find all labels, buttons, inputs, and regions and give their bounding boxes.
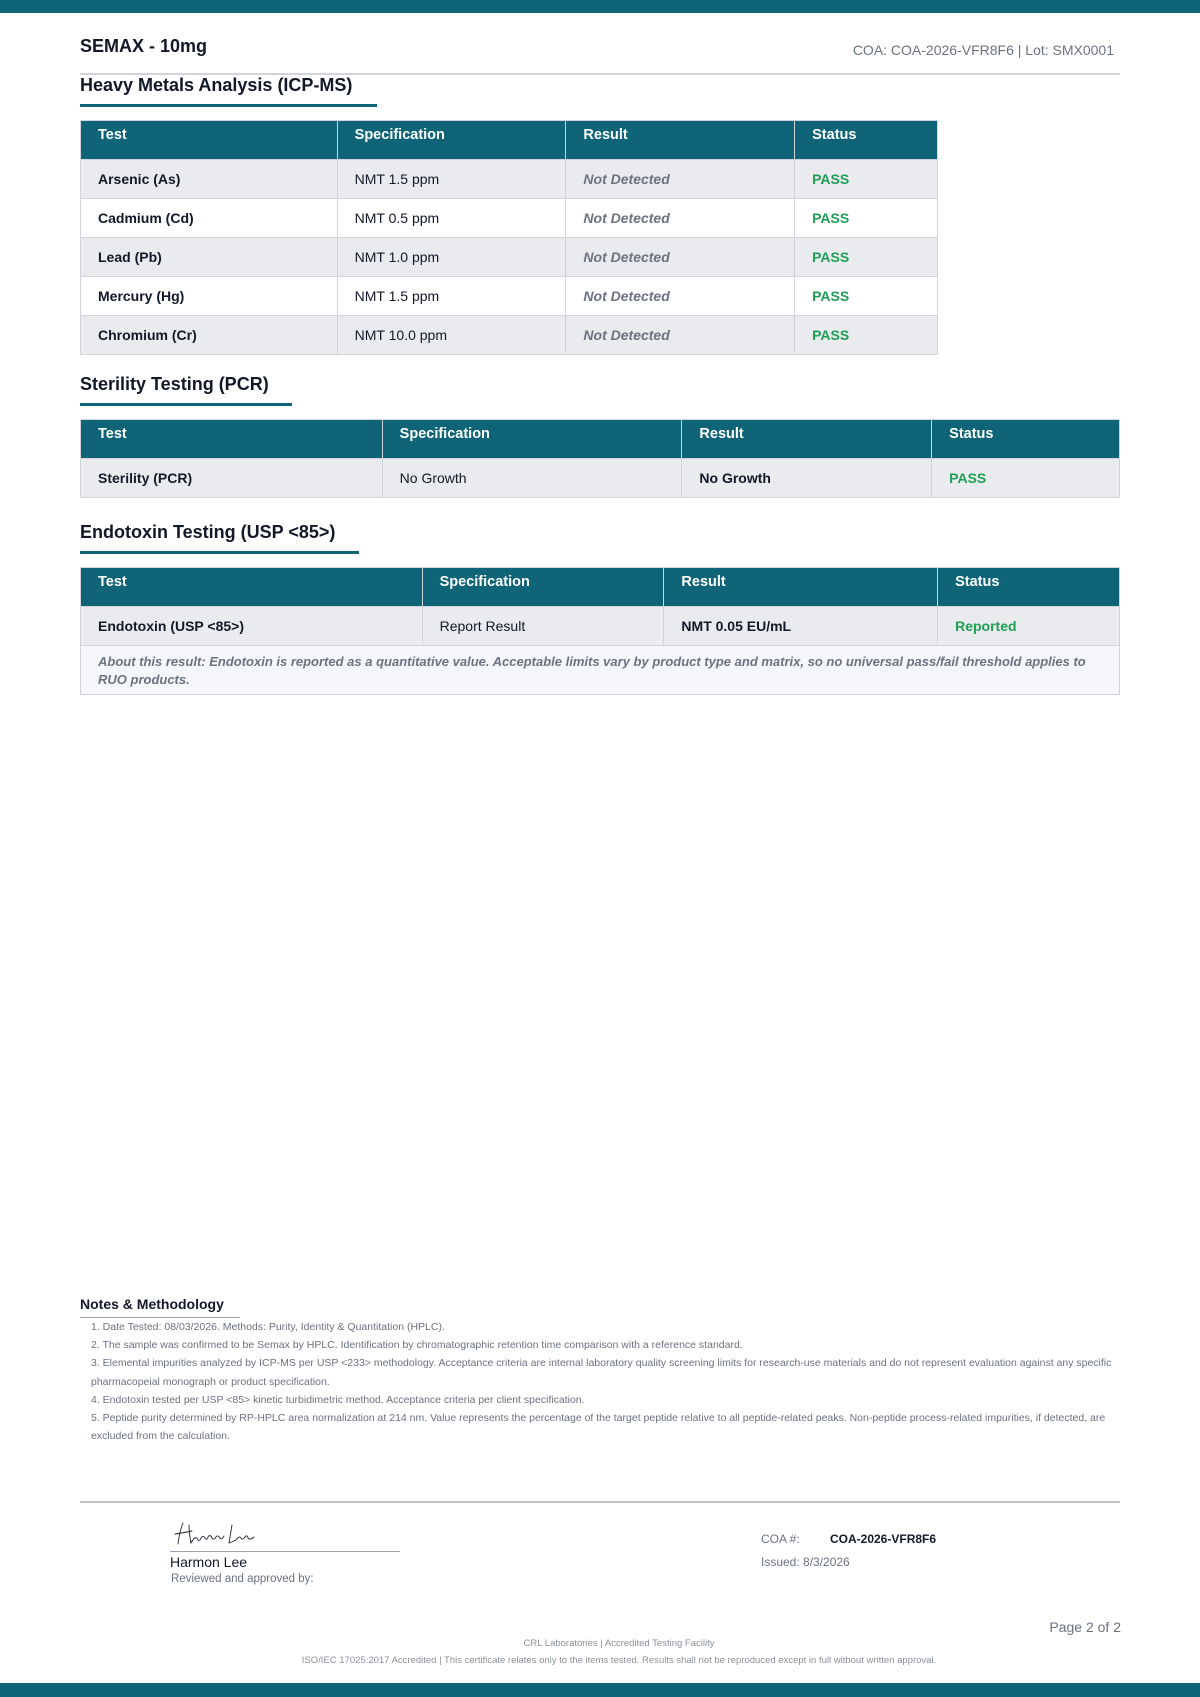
table-row bbox=[81, 277, 938, 316]
result-cell: Not Detected bbox=[566, 199, 795, 238]
coa-lot-meta: COA: COA-2026-VFR8F6 | Lot: SMX0001 bbox=[852, 42, 1114, 58]
endotoxin-underline bbox=[80, 551, 359, 554]
note-item: 4. Endotoxin tested per USP <85> kinetic turbidimetric method. Acceptance criteria per client specification. bbox=[91, 1393, 585, 1406]
column-header-result: Result bbox=[664, 568, 938, 607]
accreditation-footer: ISO/IEC 17025:2017 Accredited | This certificate relates only to the items tested. Results shall not be reproduced except in full without written approval. bbox=[301, 1655, 937, 1666]
table-row bbox=[81, 459, 1120, 498]
coa-number-label: COA #: bbox=[761, 1532, 800, 1546]
column-header-test: Test bbox=[81, 568, 423, 607]
table-header-row bbox=[81, 420, 1120, 459]
status-cell: PASS bbox=[795, 316, 938, 355]
test-cell: Chromium (Cr) bbox=[81, 316, 338, 355]
spec-cell: NMT 1.5 ppm bbox=[337, 160, 566, 199]
spec-cell: NMT 1.0 ppm bbox=[337, 238, 566, 277]
coa-number-value: COA-2026-VFR8F6 bbox=[830, 1532, 937, 1546]
issued-date: Issued: 8/3/2026 bbox=[761, 1555, 850, 1569]
result-cell: No Growth bbox=[682, 459, 932, 498]
note-item: 3. Elemental impurities analyzed by ICP-MS per USP <233> methodology. Acceptance criteria are internal laboratory quality screening limits for research-use materials and do not represent evaluation against any specific pharmacopeial monograph or product specification. bbox=[91, 1357, 1112, 1388]
table-row bbox=[81, 607, 1120, 646]
result-cell: NMT 0.05 EU/mL bbox=[664, 607, 938, 646]
sterility-underline bbox=[80, 403, 292, 406]
table-header-row bbox=[81, 121, 938, 160]
spec-cell: NMT 1.5 ppm bbox=[337, 277, 566, 316]
column-header-test: Test bbox=[81, 121, 338, 160]
lab-footer: CRL Laboratories | Accredited Testing Facility bbox=[523, 1638, 715, 1649]
endotoxin-table bbox=[80, 567, 1120, 695]
result-cell: Not Detected bbox=[566, 277, 795, 316]
test-cell: Lead (Pb) bbox=[81, 238, 338, 277]
notes-title: Notes & Methodology bbox=[80, 1296, 224, 1312]
status-cell: PASS bbox=[795, 199, 938, 238]
column-header-status: Status bbox=[932, 420, 1120, 459]
result-cell: Not Detected bbox=[566, 316, 795, 355]
status-cell: PASS bbox=[795, 277, 938, 316]
table-row bbox=[81, 238, 938, 277]
column-header-specification: Specification bbox=[382, 420, 682, 459]
note-item: 5. Peptide purity determined by RP-HPLC area normalization at 214 nm. Value represents the percentage of the target peptide relative to all peptide-related peaks. Non-peptide process-related impurities, if detected, are excluded from the calculation. bbox=[91, 1412, 1106, 1443]
signature-line bbox=[170, 1551, 400, 1552]
status-cell: PASS bbox=[932, 459, 1120, 498]
note-item: 1. Date Tested: 08/03/2026. Methods: Purity, Identity & Quantitation (HPLC). bbox=[91, 1321, 445, 1333]
signer-role: Reviewed and approved by: bbox=[171, 1573, 314, 1585]
signoff-divider bbox=[80, 1501, 1120, 1503]
note-item: 2. The sample was confirmed to be Semax by HPLC. Identification by chromatographic retention time comparison with a reference standard. bbox=[91, 1339, 743, 1352]
handwritten-signature bbox=[170, 1519, 260, 1549]
column-header-result: Result bbox=[682, 420, 932, 459]
endotoxin-title: Endotoxin Testing (USP <85>) bbox=[80, 522, 336, 542]
test-cell: Mercury (Hg) bbox=[81, 277, 338, 316]
spec-cell: NMT 0.5 ppm bbox=[337, 199, 566, 238]
status-cell: Reported bbox=[938, 607, 1120, 646]
column-header-status: Status bbox=[938, 568, 1120, 607]
result-cell: Not Detected bbox=[566, 238, 795, 277]
heavy-metals-underline bbox=[80, 104, 377, 107]
column-header-status: Status bbox=[795, 121, 938, 160]
product-title: SEMAX - 10mg bbox=[80, 36, 208, 56]
test-cell: Cadmium (Cd) bbox=[81, 199, 338, 238]
heavy-metals-title: Heavy Metals Analysis (ICP-MS) bbox=[80, 75, 353, 95]
table-row bbox=[81, 199, 938, 238]
endotoxin-note: About this result: Endotoxin is reported as a quantitative value. Acceptable limits vary by product type and matrix, so no universal pass/fail threshold applies to RUO products. bbox=[81, 646, 1120, 695]
test-cell: Arsenic (As) bbox=[81, 160, 338, 199]
bottom-accent-bar bbox=[0, 1683, 1200, 1697]
spec-cell: NMT 10.0 ppm bbox=[337, 316, 566, 355]
table-row bbox=[81, 316, 938, 355]
column-header-specification: Specification bbox=[422, 568, 664, 607]
test-cell: Endotoxin (USP <85>) bbox=[81, 607, 423, 646]
signer-name: Harmon Lee bbox=[170, 1554, 248, 1570]
table-header-row bbox=[81, 568, 1120, 607]
heavy-metals-table bbox=[80, 120, 938, 355]
spec-cell: No Growth bbox=[382, 459, 682, 498]
sterility-table bbox=[80, 419, 1120, 498]
column-header-specification: Specification bbox=[337, 121, 566, 160]
status-cell: PASS bbox=[795, 160, 938, 199]
sterility-title: Sterility Testing (PCR) bbox=[80, 374, 269, 394]
spec-cell: Report Result bbox=[422, 607, 664, 646]
status-cell: PASS bbox=[795, 238, 938, 277]
column-header-test: Test bbox=[81, 420, 383, 459]
notes-list bbox=[91, 1318, 1136, 1445]
column-header-result: Result bbox=[566, 121, 795, 160]
top-accent-bar bbox=[0, 0, 1200, 13]
page-number: Page 2 of 2 bbox=[1049, 1619, 1121, 1635]
result-cell: Not Detected bbox=[566, 160, 795, 199]
test-cell: Sterility (PCR) bbox=[81, 459, 383, 498]
table-row bbox=[81, 160, 938, 199]
endotoxin-note-row bbox=[81, 646, 1120, 695]
